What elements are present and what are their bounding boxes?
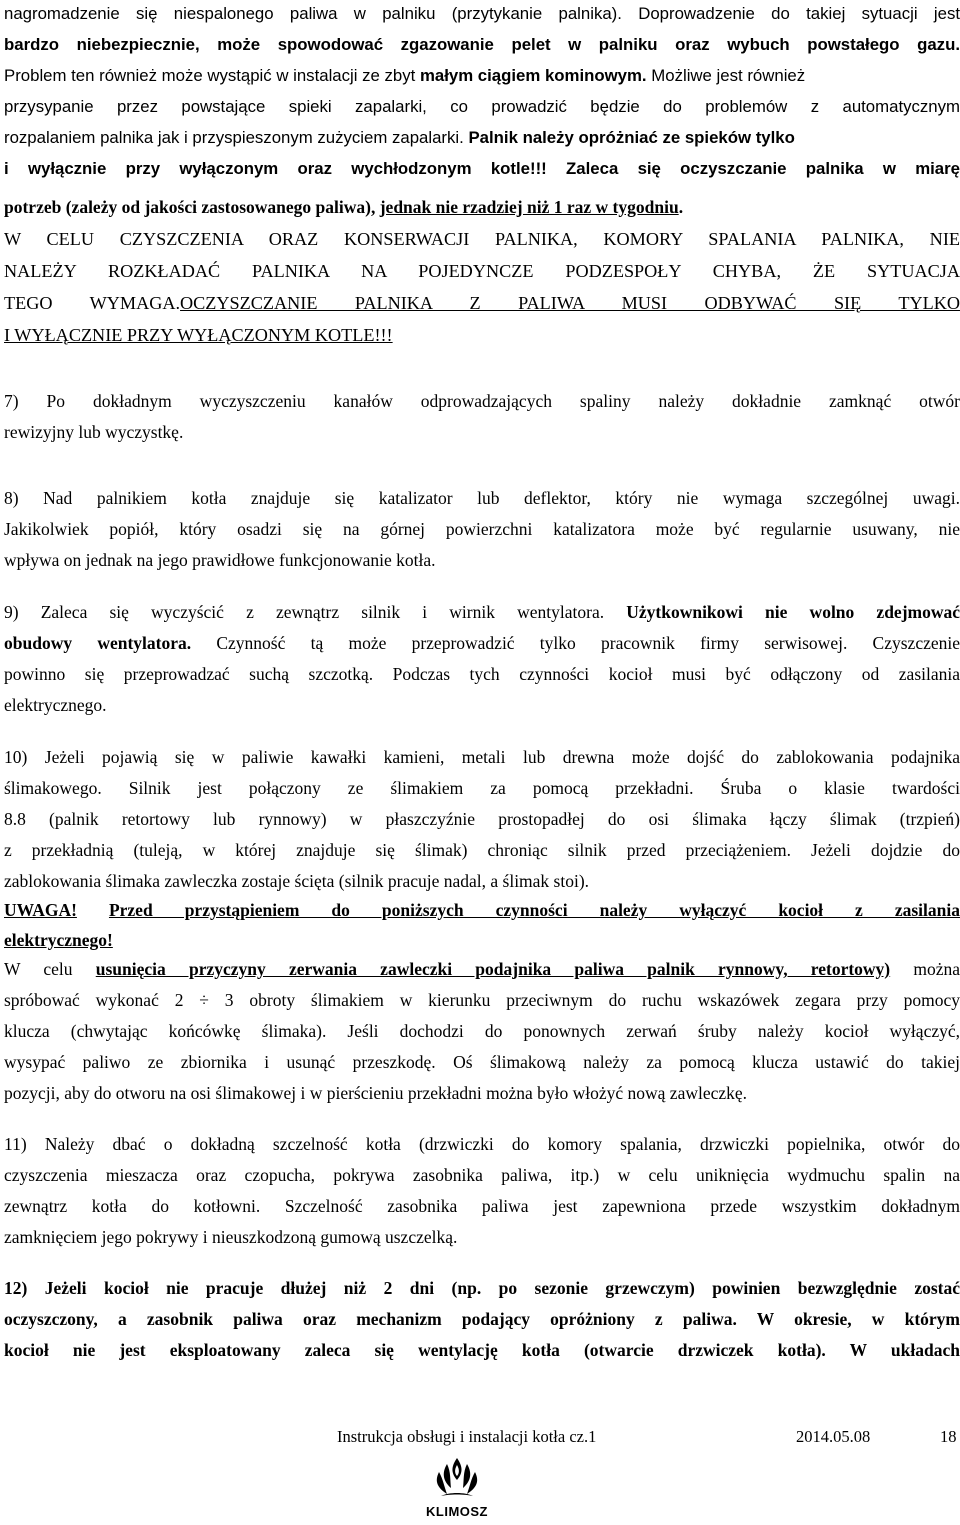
text-line [4, 663, 960, 685]
text-line [4, 601, 960, 623]
svg-text:KLIMOSZ: KLIMOSZ [426, 1504, 488, 1519]
text-line [4, 1020, 960, 1042]
text-segment: potrzeb (zależy od jakości zastosowanego paliwa), [4, 197, 380, 217]
text-segment: można [890, 959, 960, 979]
text-segment: zewnątrz kotła do kotłowni. Szczelność zasobnika paliwa jest zapewniona przede wszystkim dokładnym [4, 1196, 960, 1216]
text-segment: Palnik należy opróżniać ze spieków tylko [468, 128, 795, 147]
text-segment: NALEŻY ROZKŁADAĆ PALNIKA NA POJEDYNCZE PODZESPOŁY CHYBA, ŻE SYTUACJA [4, 261, 960, 281]
text-line [4, 1308, 960, 1330]
klimosz-logo [417, 1456, 497, 1520]
footer-page-number: 18 [940, 1427, 957, 1446]
text-segment: małym ciągiem kominowym. [419, 66, 647, 85]
text-segment: 11) Należy dbać o dokładną szczelność kotła (drzwiczki do komory spalania, drzwiczki popielnika, otwór do [4, 1134, 960, 1154]
text-segment: OCZYSZCZANIE PALNIKA Z PALIWA MUSI ODBYWAĆ SIĘ TYLKO [180, 293, 960, 313]
text-line [4, 929, 960, 951]
text-segment: zablokowania ślimaka zawleczka zostaje ścięta (silnik pracuje nadal, a ślimak stoi). [4, 871, 590, 891]
text-segment: 8.8 (palnik retortowy lub rynnowy) w płaszczyźnie prostopadłej do osi ślimaka łączy ślimak (trzpień) [4, 809, 960, 829]
text-line [4, 1195, 960, 1217]
text-line [4, 694, 960, 716]
text-segment: TEGO WYMAGA. [4, 293, 181, 313]
text-segment: 9) Zaleca się wyczyścić z zewnątrz silnik i wirnik wentylatora. [4, 602, 627, 622]
text-segment: Przed przystąpieniem do poniższych czynności należy wyłączyć kocioł z zasilania [108, 900, 960, 920]
text-segment: UWAGA! [4, 900, 77, 920]
text-line [4, 518, 960, 540]
text-line [4, 1277, 960, 1299]
text-segment: kocioł nie jest eksploatowany zaleca się wentylację kotła (otwarcie drzwiczek kotła). W układach [4, 1340, 960, 1360]
text-line [4, 1226, 960, 1248]
text-segment: Czynność tą może przeprowadzić tylko pracownik firmy serwisowej. Czyszczenie [191, 633, 960, 653]
text-line [4, 421, 960, 443]
text-line [4, 34, 960, 56]
text-line [4, 196, 960, 218]
text-line [4, 870, 960, 892]
text-line [4, 1051, 960, 1073]
text-segment: z przekładnią (tuleją, w której znajduje się ślimak) chroniąc silnik przed przeciążeniem. Jeżeli dojdzie do [4, 840, 960, 860]
text-segment: wpływa on jednak na jego prawidłowe funkcjonowanie kotła. [4, 550, 436, 570]
text-segment: oczyszczony, a zasobnik paliwa oraz mechanizm podający opróżniony z paliwa. W okresie, w którym [4, 1309, 960, 1329]
text-segment: . [678, 197, 684, 217]
text-line [4, 228, 960, 250]
text-segment: bardzo niebezpiecznie, może spowodować zgazowanie pelet w palniku oraz wybuch powstałego gazu. [4, 35, 960, 54]
text-line [4, 1164, 960, 1186]
text-segment: zamknięciem jego pokrywy i nieuszkodzoną gumową uszczelką. [4, 1227, 458, 1247]
text-segment: Jakikolwiek popiół, który osadzi się na górnej powierzchni katalizatora może być regularnie usuwany, nie [4, 519, 960, 539]
text-line [4, 777, 960, 799]
footer-date: 2014.05.08 [796, 1427, 871, 1446]
text-segment: Zaleca się oczyszczanie palnika w miarę [546, 159, 960, 178]
text-line [4, 487, 960, 509]
text-segment: obudowy wentylatora. [4, 633, 192, 653]
text-segment: powinno się przeprowadzać suchą szczotką. Podczas tych czynności kocioł musi być odłączony od zasilania [4, 664, 960, 684]
text-line [4, 989, 960, 1011]
footer-title: Instrukcja obsługi i instalacji kotła cz.1 [337, 1427, 597, 1446]
text-line [4, 127, 960, 149]
text-segment: pozycji, aby do otworu na osi ślimakowej i w pierścieniu przekładni można było włożyć nową zawleczkę. [4, 1083, 748, 1103]
text-segment: 8) Nad palnikiem kotła znajduje się katalizator lub deflektor, który nie wymaga szczególnej uwagi. [4, 488, 960, 508]
flame-icon [417, 1456, 497, 1520]
text-segment: Możliwe jest również [646, 66, 806, 85]
text-line [4, 324, 960, 346]
text-line [4, 1082, 960, 1104]
text-segment: nagromadzenie się niespalonego paliwa w palniku (przytykanie palnika). Doprowadzenie do takiej sytuacji jest [4, 4, 960, 23]
text-line [4, 746, 960, 768]
text-segment [77, 900, 109, 920]
text-segment: usunięcia przyczyny zerwania zawleczki podajnika paliwa palnik rynnowy, retortowy) [95, 959, 891, 979]
text-line [4, 292, 960, 314]
text-segment: 10) Jeżeli pojawią się w paliwie kawałki kamieni, metali lub drewna może dojść do zablokowania podajnika [4, 747, 960, 767]
text-segment: ślimakowego. Silnik jest połączony ze ślimakiem za pomocą przekładni. Śruba o klasie twardości [4, 778, 960, 798]
text-line [4, 390, 960, 412]
text-line [4, 65, 960, 87]
text-segment: W celu [4, 959, 96, 979]
text-segment: jednak nie rzadziej niż 1 raz w tygodniu [379, 197, 679, 217]
text-line [4, 839, 960, 861]
text-line [4, 260, 960, 282]
text-segment: rewizyjny lub wyczystkę. [4, 422, 184, 442]
text-line [4, 1133, 960, 1155]
text-line [4, 899, 960, 921]
text-segment: elektrycznego! [4, 930, 113, 950]
text-segment: wysypać paliwo ze zbiornika i usunąć przeszkodę. Oś ślimakową należy za pomocą klucza ustawić do takiej [4, 1052, 960, 1072]
text-segment: spróbować wykonać 2 ÷ 3 obroty ślimakiem w kierunku przeciwnym do ruchu wskazówek zegara przy pomocy [4, 990, 960, 1010]
text-segment: rozpalaniem palnika jak i przyspieszonym zużyciem zapalarki. [4, 128, 469, 147]
text-line [4, 96, 960, 118]
text-line [4, 808, 960, 830]
text-line [4, 3, 960, 25]
text-line [4, 632, 960, 654]
text-line [4, 158, 960, 180]
text-segment: i wyłącznie przy wyłączonym oraz wychłodzonym kotle!!! [4, 159, 547, 178]
text-segment: W CELU CZYSZCZENIA ORAZ KONSERWACJI PALNIKA, KOMORY SPALANIA PALNIKA, NIE [4, 229, 960, 249]
text-segment: 12) Jeżeli kocioł nie pracuje dłużej niż 2 dni (np. po sezonie grzewczym) powinien bezwzględnie zostać [4, 1278, 960, 1298]
text-segment: Użytkownikowi nie wolno zdejmować [626, 602, 960, 622]
text-line [4, 958, 960, 980]
text-segment: czyszczenia mieszacza oraz czopucha, pokrywa zasobnika paliwa, itp.) w celu uniknięcia wydmuchu spalin na [4, 1165, 960, 1185]
text-segment: elektrycznego. [4, 695, 107, 715]
text-segment: przysypanie przez powstające spieki zapalarki, co prowadzić będzie do problemów z automatycznym [4, 97, 960, 116]
text-segment: 7) Po dokładnym wyczyszczeniu kanałów odprowadzających spaliny należy dokładnie zamknąć otwór [4, 391, 960, 411]
text-line [4, 1339, 960, 1361]
text-segment: Problem ten również może wystąpić w instalacji ze zbyt [4, 66, 420, 85]
text-segment: I WYŁĄCZNIE PRZY WYŁĄCZONYM KOTLE!!! [4, 325, 393, 345]
text-line [4, 549, 960, 571]
text-segment: klucza (chwytając końcówkę ślimaka). Jeśli dochodzi do ponownych zerwań śruby należy kocioł wyłączyć, [4, 1021, 960, 1041]
